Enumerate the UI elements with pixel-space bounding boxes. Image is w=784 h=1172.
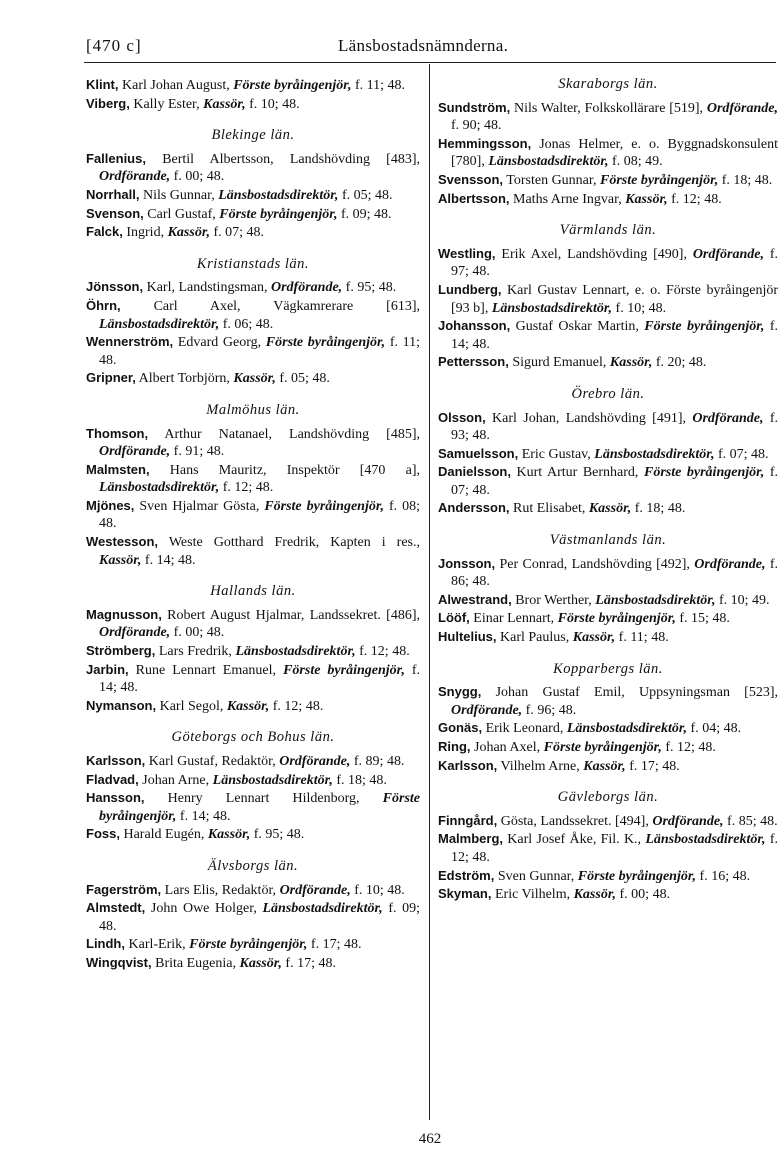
person-entry	[86, 661, 420, 697]
person-surname: Jonsson,	[438, 555, 496, 571]
birth-appointment-years: f. 95; 48.	[253, 827, 305, 843]
county-heading: Göteborgs och Bohus län.	[171, 729, 335, 746]
job-title: Ordförande,	[99, 444, 171, 460]
birth-appointment-years: f. 12; 48.	[222, 480, 274, 496]
person-surname: Westling,	[438, 245, 496, 261]
person-details: Gustaf Oskar Martin,	[515, 319, 639, 335]
birth-appointment-years: f. 07; 48.	[451, 465, 779, 498]
job-title: Förste byråingenjör,	[600, 172, 719, 188]
person-entry	[86, 297, 420, 333]
birth-appointment-years: f. 10; 48.	[354, 882, 405, 898]
person-entry	[86, 899, 420, 935]
person-entry	[438, 281, 778, 317]
column-divider	[429, 64, 430, 1120]
person-entry	[438, 317, 778, 353]
birth-appointment-years: f. 16; 48.	[699, 868, 751, 884]
person-surname: Malmberg,	[438, 831, 504, 847]
person-details: Vilhelm Arne,	[500, 758, 580, 774]
person-entry	[86, 533, 420, 569]
birth-appointment-years: f. 10; 48.	[615, 300, 667, 316]
birth-appointment-years: f. 05; 48.	[279, 371, 330, 387]
person-entry	[86, 771, 420, 790]
person-details: Karl Johan, Landshövding [491],	[492, 410, 686, 426]
person-details: Robert August Hjalmar, Landssekret. [486],	[167, 607, 421, 623]
person-surname: Strömberg,	[86, 643, 156, 659]
person-entry	[86, 825, 420, 844]
person-entry	[86, 369, 420, 388]
person-entry	[438, 628, 778, 647]
job-title: Förste byråingenjör,	[644, 465, 765, 481]
job-title: Ordförande,	[279, 754, 351, 769]
birth-appointment-years: f. 09; 48.	[99, 901, 421, 934]
person-surname: Alwestrand,	[438, 591, 512, 607]
person-details: Karl Johan August,	[122, 78, 230, 93]
person-details: Hans Mauritz, Inspektör [470 a],	[169, 462, 420, 478]
job-title: Länsbostadsdirektör,	[212, 772, 333, 788]
page-title: Länsbostadsnämnderna.	[338, 36, 509, 55]
person-entry	[438, 867, 778, 886]
job-title: Kassör,	[625, 191, 668, 207]
person-entry	[86, 752, 420, 771]
person-entry	[86, 76, 420, 95]
person-surname: Edström,	[438, 867, 495, 883]
person-details: Arthur Natanael, Landshövding [485],	[164, 426, 421, 442]
person-surname: Norrhall,	[86, 186, 140, 202]
person-surname: Gripner,	[86, 370, 136, 386]
person-entry	[86, 935, 420, 954]
person-details: Karl-Erik,	[128, 937, 186, 953]
person-entry	[438, 499, 778, 518]
job-title: Ordförande,	[692, 410, 764, 426]
person-entry	[86, 333, 420, 369]
job-title: Kassör,	[239, 955, 282, 971]
job-title: Länsbostadsdirektör,	[488, 154, 609, 170]
job-title: Länsbostadsdirektör,	[645, 832, 766, 848]
person-entry	[86, 461, 420, 497]
job-title: Länsbostadsdirektör,	[595, 592, 716, 608]
person-entry	[438, 409, 778, 445]
person-surname: Fallenius,	[86, 150, 146, 166]
person-entry	[86, 642, 420, 661]
birth-appointment-years: f. 11; 48.	[618, 630, 669, 646]
birth-appointment-years: f. 10; 48.	[249, 96, 300, 112]
birth-appointment-years: f. 18; 48.	[721, 172, 773, 188]
person-surname: Skyman,	[438, 886, 492, 902]
section-reference: [470 c]	[86, 36, 142, 55]
job-title: Länsbostadsdirektör,	[218, 187, 339, 203]
job-title: Kassör,	[588, 501, 632, 517]
person-surname: Karlsson,	[86, 753, 146, 768]
job-title: Kassör,	[203, 96, 246, 112]
person-surname: Hultelius,	[438, 629, 497, 645]
county-heading: Älvsborgs län.	[207, 857, 299, 874]
person-surname: Andersson,	[438, 500, 510, 516]
person-entry	[86, 789, 420, 825]
job-title: Förste byråingenjör,	[283, 662, 405, 678]
person-details: Weste Gotthard Fredrik, Kapten i res.,	[168, 535, 421, 551]
person-entry	[438, 445, 778, 464]
birth-appointment-years: f. 93; 48.	[451, 410, 779, 444]
person-entry	[86, 205, 420, 224]
job-title: Länsbostadsdirektör,	[262, 901, 383, 917]
person-surname: Wingqvist,	[86, 954, 152, 970]
person-details: Sven Gunnar,	[497, 868, 575, 884]
person-surname: Hemmingsson,	[438, 135, 532, 151]
person-entry	[438, 830, 778, 866]
job-title: Kassör,	[583, 758, 626, 774]
person-details: Einar Lennart,	[473, 611, 555, 627]
person-surname: Svensson,	[438, 171, 504, 187]
person-surname: Gonäs,	[438, 720, 483, 736]
birth-appointment-years: f. 12; 48.	[451, 832, 778, 865]
person-entry	[86, 150, 420, 186]
person-surname: Danielsson,	[438, 464, 511, 480]
person-surname: Karlsson,	[438, 757, 498, 773]
person-surname: Jarbin,	[86, 661, 129, 677]
birth-appointment-years: f. 15; 48.	[679, 611, 730, 627]
person-entry	[438, 683, 778, 719]
birth-appointment-years: f. 96; 48.	[525, 702, 577, 718]
birth-appointment-years: f. 91; 48.	[173, 444, 225, 460]
person-surname: Fladvad,	[86, 771, 139, 787]
person-details: Sven Hjalmar Gösta,	[139, 498, 260, 514]
job-title: Kassör,	[167, 225, 210, 241]
person-surname: Wennerström,	[86, 334, 174, 350]
person-entry	[438, 719, 778, 738]
person-surname: Finngård,	[438, 812, 498, 828]
person-surname: Nymanson,	[86, 697, 157, 713]
county-heading: Västmanlands län.	[549, 532, 667, 549]
person-surname: Olsson,	[438, 409, 486, 425]
job-title: Ordförande,	[692, 246, 764, 262]
person-details: Nils Walter, Folkskollärare [519],	[514, 100, 704, 116]
person-entry	[438, 757, 778, 776]
person-details: Johan Axel,	[474, 740, 541, 755]
job-title: Kassör,	[207, 827, 251, 843]
job-title: Förste byråingenjör,	[265, 335, 386, 351]
county-heading: Skaraborgs län.	[558, 76, 658, 92]
person-details: Karl Paulus,	[500, 630, 570, 646]
job-title: Förste byråingenjör,	[577, 868, 697, 884]
person-details: Karl Segol,	[159, 698, 224, 714]
person-entry	[438, 171, 778, 190]
job-title: Förste byråingenjör,	[557, 611, 676, 627]
person-surname: Ring,	[438, 739, 471, 754]
birth-appointment-years: f. 06; 48.	[222, 316, 274, 332]
birth-appointment-years: f. 14; 48.	[451, 319, 779, 352]
job-title: Förste byråingenjör,	[233, 78, 352, 93]
person-surname: Fagerström,	[86, 881, 162, 897]
person-details: Kurt Artur Bernhard,	[516, 465, 639, 481]
person-surname: Albertsson,	[438, 190, 510, 206]
person-details: Torsten Gunnar,	[506, 172, 597, 188]
job-title: Länsbostadsdirektör,	[594, 446, 715, 462]
job-title: Kassör,	[99, 552, 142, 568]
birth-appointment-years: f. 05; 48.	[341, 187, 393, 203]
person-details: Albert Torbjörn,	[138, 371, 230, 387]
person-details: Carl Axel, Vägkamrerare [613],	[153, 298, 421, 314]
county-heading: Kopparbergs län.	[553, 660, 663, 677]
person-surname: Lundberg,	[438, 281, 502, 297]
birth-appointment-years: f. 00; 48.	[619, 887, 671, 903]
job-title: Ordförande,	[652, 813, 724, 829]
county-heading: Malmöhus län.	[206, 401, 300, 418]
person-details: Bror Werther,	[515, 592, 592, 608]
person-entry	[86, 278, 420, 297]
person-surname: Jönsson,	[86, 279, 144, 295]
person-surname: Foss,	[86, 826, 120, 842]
birth-appointment-years: f. 14; 48.	[99, 662, 421, 696]
person-details: Lars Fredrik,	[158, 644, 232, 660]
person-entry	[438, 135, 778, 171]
job-title: Kassör,	[572, 630, 616, 646]
person-details: Per Conrad, Landshövding [492],	[499, 556, 690, 572]
person-surname: Samuelsson,	[438, 445, 519, 461]
birth-appointment-years: f. 10; 49.	[718, 592, 770, 608]
birth-appointment-years: f. 20; 48.	[655, 355, 707, 371]
person-details: Maths Arne Ingvar,	[513, 191, 622, 207]
job-title: Länsbostadsdirektör,	[235, 644, 356, 660]
person-details: Kally Ester,	[133, 96, 200, 112]
person-details: Bertil Albertsson, Landshövding [483],	[162, 151, 421, 167]
county-heading: Örebro län.	[571, 385, 645, 402]
job-title: Ordförande,	[451, 702, 523, 718]
person-details: Carl Gustaf,	[147, 206, 216, 222]
person-surname: Westesson,	[86, 534, 159, 550]
job-title: Ordförande,	[279, 882, 351, 898]
person-surname: Lindh,	[86, 936, 125, 952]
birth-appointment-years: f. 07; 48.	[213, 225, 265, 241]
person-surname: Malmsten,	[86, 461, 150, 477]
person-surname: Johansson,	[438, 318, 511, 334]
person-entry	[86, 95, 420, 114]
birth-appointment-years: f. 18; 48.	[336, 772, 387, 788]
person-entry	[438, 245, 778, 281]
job-title: Förste byråingenjör,	[219, 206, 338, 222]
job-title: Kassör,	[226, 698, 270, 714]
birth-appointment-years: f. 07; 48.	[717, 446, 769, 462]
person-surname: Mjönes,	[86, 497, 135, 513]
person-surname: Snygg,	[438, 684, 482, 700]
person-entry	[438, 812, 778, 831]
left-column	[86, 76, 420, 973]
person-surname: Thomson,	[86, 425, 149, 441]
job-title: Ordförande,	[99, 169, 171, 185]
job-title: Ordförande,	[706, 100, 778, 116]
job-title: Ordförande,	[271, 280, 343, 296]
person-surname: Magnusson,	[86, 606, 162, 622]
person-details: Johan Arne,	[142, 772, 210, 788]
county-heading: Hallands län.	[210, 583, 296, 600]
person-details: Eric Gustav,	[521, 446, 591, 462]
person-details: Erik Leonard,	[485, 721, 564, 737]
person-details: Nils Gunnar,	[142, 187, 215, 203]
job-title: Länsbostadsdirektör,	[99, 480, 220, 496]
person-entry	[438, 738, 778, 757]
birth-appointment-years: f. 18; 48.	[634, 501, 686, 517]
job-title: Förste byråingenjör,	[99, 791, 421, 824]
person-details: Karl Gustav Lennart, e. o. Förste byråingenjör [93 b],	[451, 282, 778, 316]
job-title: Länsbostadsdirektör,	[566, 721, 688, 737]
person-entry	[438, 463, 778, 499]
person-details: Eric Vilhelm,	[494, 887, 571, 903]
job-title: Förste byråingenjör,	[543, 740, 662, 755]
birth-appointment-years: f. 12; 48.	[359, 644, 410, 660]
birth-appointment-years: f. 89; 48.	[353, 754, 405, 769]
birth-appointment-years: f. 85; 48.	[727, 813, 778, 829]
job-title: Kassör,	[573, 887, 617, 903]
person-surname: Svenson,	[86, 205, 144, 221]
person-surname: Lööf,	[438, 610, 470, 626]
person-entry	[438, 591, 778, 610]
birth-appointment-years: f. 08; 48.	[99, 498, 421, 532]
person-entry	[86, 606, 420, 642]
county-heading: Kristianstads län.	[196, 255, 310, 272]
person-details: Johan Gustaf Emil, Uppsyningsman [523],	[495, 685, 779, 701]
person-surname: Pettersson,	[438, 354, 509, 370]
job-title: Förste byråingenjör,	[644, 319, 765, 335]
job-title: Länsbostadsdirektör,	[99, 316, 220, 332]
person-surname: Viberg,	[86, 95, 130, 111]
person-details: Karl, Landstingsman,	[146, 280, 268, 296]
person-entry	[86, 954, 420, 973]
birth-appointment-years: f. 86; 48.	[451, 556, 779, 590]
person-entry	[438, 555, 778, 591]
birth-appointment-years: f. 14; 48.	[179, 808, 231, 824]
person-entry	[86, 697, 420, 716]
birth-appointment-years: f. 11; 48.	[99, 335, 421, 368]
person-entry	[86, 881, 420, 900]
person-entry	[86, 223, 420, 242]
person-details: Karl Gustaf, Redaktör,	[148, 754, 276, 769]
page-number: 462	[418, 1131, 442, 1147]
person-details: Karl Josef Åke, Fil. K.,	[507, 832, 642, 848]
birth-appointment-years: f. 09; 48.	[340, 206, 392, 222]
birth-appointment-years: f. 08; 49.	[612, 154, 663, 170]
job-title: Kassör,	[233, 371, 276, 387]
person-details: Erik Axel, Landshövding [490],	[501, 246, 687, 262]
person-entry	[86, 186, 420, 205]
birth-appointment-years: f. 90; 48.	[451, 118, 502, 134]
person-surname: Almstedt,	[86, 900, 146, 916]
birth-appointment-years: f. 12; 48.	[272, 698, 324, 714]
person-entry	[438, 609, 778, 628]
birth-appointment-years: f. 12; 48.	[665, 740, 716, 755]
person-surname: Sundström,	[438, 99, 511, 115]
birth-appointment-years: f. 00; 48.	[173, 625, 225, 641]
right-column	[438, 76, 778, 904]
birth-appointment-years: f. 11; 48.	[354, 78, 406, 93]
job-title: Länsbostadsdirektör,	[491, 300, 613, 316]
person-details: John Owe Holger,	[150, 901, 257, 917]
birth-appointment-years: f. 14; 48.	[144, 552, 196, 568]
person-entry	[438, 99, 778, 135]
county-heading: Gävleborgs län.	[557, 789, 659, 806]
running-header	[86, 36, 776, 60]
person-details: Brita Eugenia,	[155, 955, 236, 971]
birth-appointment-years: f. 17; 48.	[310, 937, 362, 953]
birth-appointment-years: f. 12; 48.	[671, 191, 722, 207]
person-details: Lars Elis, Redaktör,	[164, 882, 277, 898]
person-surname: Klint,	[86, 77, 119, 92]
county-heading: Värmlands län.	[559, 222, 657, 239]
person-surname: Öhrn,	[86, 297, 121, 313]
person-details: Harald Eugén,	[123, 827, 205, 843]
person-details: Sigurd Emanuel,	[512, 355, 607, 371]
job-title: Ordförande,	[694, 556, 766, 572]
birth-appointment-years: f. 17; 48.	[629, 758, 680, 774]
person-details: Jonas Helmer, e. o. Byggnadskonsulent [780],	[451, 136, 779, 170]
person-entry	[438, 353, 778, 372]
birth-appointment-years: f. 17; 48.	[285, 955, 336, 971]
person-entry	[438, 885, 778, 904]
job-title: Förste byråingenjör,	[189, 937, 308, 953]
person-details: Henry Lennart Hildenborg,	[167, 791, 360, 807]
person-entry	[86, 425, 420, 461]
person-details: Gösta, Landssekret. [494],	[500, 813, 649, 829]
job-title: Förste byråingenjör,	[264, 498, 385, 514]
person-details: Edvard Georg,	[177, 335, 262, 351]
header-rule	[84, 62, 776, 63]
birth-appointment-years: f. 97; 48.	[451, 246, 779, 280]
county-heading: Blekinge län.	[211, 127, 295, 144]
birth-appointment-years: f. 04; 48.	[690, 721, 742, 737]
person-details: Ingrid,	[126, 225, 165, 241]
job-title: Kassör,	[609, 355, 653, 371]
person-entry	[86, 497, 420, 533]
person-entry	[438, 190, 778, 209]
person-surname: Falck,	[86, 224, 123, 240]
job-title: Ordförande,	[99, 625, 171, 641]
birth-appointment-years: f. 95; 48.	[345, 280, 397, 296]
person-details: Rut Elisabet,	[513, 501, 586, 517]
person-surname: Hansson,	[86, 790, 145, 806]
birth-appointment-years: f. 00; 48.	[173, 169, 225, 185]
person-details: Rune Lennart Emanuel,	[135, 662, 277, 678]
